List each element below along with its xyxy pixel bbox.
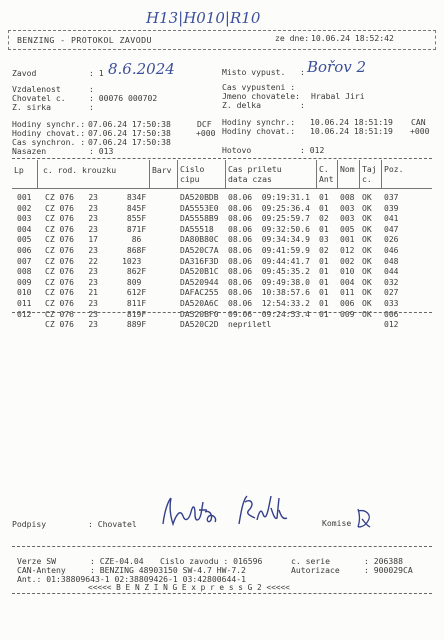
cell-poz: 039 [384,203,399,213]
cell-ring: CZ 076 17 86 [45,235,142,245]
header-taj-c: c. [362,174,372,184]
chovatel-signature [155,494,295,534]
cell-nom: 003 [340,214,355,224]
cell-nom: 008 [340,193,355,202]
chovatel-value: : 00076 000702 [89,93,158,103]
cell-poz: 047 [384,224,399,234]
chovat-flag: +000 [196,128,216,138]
cell-poz: 037 [384,193,399,202]
can-label: CAN-Anteny [17,565,66,575]
col-divider [149,160,150,188]
cell-lp: 001 [17,193,32,202]
cell-chip: DA55518 [180,224,214,234]
cell-lp: 002 [17,203,32,213]
cell-taj: OK [362,214,372,224]
cell-nom: 011 [340,288,355,298]
cell-taj: OK [362,235,372,245]
cell-lp: 012 [17,309,32,319]
cell-poz: 041 [384,214,399,224]
cislo-zavodu: Cislo zavodu : 016596 [160,556,263,566]
cell-ring: CZ 076 23 871F [45,224,147,234]
synchr-label: Hodiny synchr.: [12,119,86,129]
cell-ant: 01 [319,203,329,213]
cell-time: 08.06 09:41:59.9 [228,246,310,255]
table-row [0,257,444,268]
cell-ant: 01 [319,193,329,202]
cell-time: 08.06 12:54:33.2 [228,299,310,308]
cell-chip: DA520C7A [180,246,219,255]
header-nom: Nom [340,164,355,174]
vzdalenost-colon: : [89,84,94,94]
header-c: C. [319,164,329,174]
cell-ant: 01 [319,267,329,277]
col-divider [337,160,338,188]
cell-chip: DAFAC255 [180,288,219,298]
cell-ant: 02 [319,214,329,224]
table-row [0,246,444,257]
chovatel-label: Chovatel c. [12,93,66,103]
nasazen-label: Nasazen [12,146,47,156]
misto-label: Misto vypust. [222,67,286,77]
cell-poz: 033 [384,299,399,308]
cell-time: 08.06 09:49:38.0 [228,277,310,287]
cell-ant: 01 [319,224,329,234]
cell-chip: DA520BDB [180,193,219,202]
cell-lp: 011 [17,299,32,308]
nasazen-value: : 013 [89,146,114,156]
cell-nom: 005 [340,224,355,234]
date-value: 10.06.24 18:52:42 [311,33,394,43]
synchr-flag-2: CAN [411,117,426,127]
cell-ring: CZ 076 23 845F [45,203,147,213]
cell-taj: OK [362,309,372,319]
cell-lp: 009 [17,277,32,287]
header-poz: Poz. [384,164,404,174]
c-serie-value: : 206388 [364,556,403,566]
cell-taj: OK [362,224,372,234]
header-cislo: Cislo [180,164,205,174]
handwritten-code: H13|H010|R10 [146,9,261,27]
cell-taj: OK [362,246,372,255]
table-row [0,225,444,236]
cell-ring: CZ 076 23 811F [45,299,147,308]
table-row [0,204,444,215]
col-divider [225,160,226,188]
cell-nom: 006 [340,299,355,308]
delka-colon: : [300,100,305,110]
sirka-colon: : [89,102,94,112]
footer-bottom-rule [12,593,432,594]
vzdalenost-label: Vzdalenost [12,84,61,94]
cell-nom: 001 [340,235,355,245]
cell-chip: DA5553E0 [180,203,219,213]
cell-ant: 02 [319,246,329,255]
table-row [0,320,444,331]
cell-ant: 01 [319,309,329,319]
header-taj: Taj [362,164,377,174]
synchr-value: 07.06.24 17:50:38 [88,119,171,129]
cell-poz: 044 [384,267,399,277]
cell-time: 08.06 09:19:31.1 [228,193,310,202]
zavod-handwritten-date: 8.6.2024 [108,60,175,78]
cell-lp: 004 [17,224,32,234]
cell-taj: OK [362,288,372,298]
cell-ant: 03 [319,235,329,245]
cell-ant: 01 [319,288,329,298]
footer-top-rule [12,546,432,547]
chovat-label: Hodiny chovat.: [12,128,86,138]
cell-nom: 003 [340,203,355,213]
header-data-czas: data czas [228,174,272,184]
table-row [0,214,444,225]
cell-poz: 026 [384,235,399,245]
can-value: : BENZING 48903150 SW-4.7 HW-7.2 [90,565,246,575]
cell-ring: CZ 076 22 1023 [45,256,142,266]
cell-nom: 010 [340,267,355,277]
chovatel-signature-label: : Chovatel [88,519,137,529]
zavod-value: : 1 [89,68,104,78]
header-barv: Barv [152,165,172,175]
chovat-value-2: 10.06.24 18:51:19 [310,126,393,136]
cell-nom: 012 [340,246,355,255]
col-divider [359,160,360,188]
cell-ring: CZ 076 23 868F [45,246,147,255]
col-divider [381,160,382,188]
jmeno-value: Hrabal Jiri [311,91,365,101]
cas-synchron-value: 07.06.24 17:50:38 [88,137,171,147]
cas-synchron-label: Cas synchron. : [12,137,86,147]
cell-poz: 032 [384,277,399,287]
cell-lp: 005 [17,235,32,245]
cell-chip: DA520B1C [180,267,219,277]
cell-lp: 007 [17,256,32,266]
autorizace-value: : 900029CA [364,565,413,575]
cell-time: 08.06 09:45:35.2 [228,267,310,277]
cell-nom: 009 [340,309,355,319]
cell-taj: OK [362,277,372,287]
cell-ant: 01 [319,277,329,287]
cell-lp: 008 [17,267,32,277]
cas-vypusteni-label: Cas vypusteni : [222,82,296,92]
header-krouzek: c. rod. krouzku [43,165,117,175]
chovat-label-2: Hodiny chovat.: [222,126,296,136]
verze-value: : CZE-04.04 [90,556,144,566]
cell-time: 08.06 09:32:50.6 [228,224,310,234]
brand-line: <<<<< B E N Z I N G E x p r e s s G 2 <<<<< [88,583,290,592]
table-row [0,193,444,204]
header-lp: Lp [14,165,24,175]
table-bottom-rule [12,312,432,313]
cell-ring: CZ 076 21 612F [45,288,147,298]
table-row [0,288,444,299]
cell-poz: 048 [384,256,399,266]
cell-nom: 004 [340,277,355,287]
cell-chip: DA520BF0 [180,309,219,319]
cell-ant: 01 [319,256,329,266]
jmeno-label: Jmeno chovatele: [222,91,300,101]
cell-chip: DA520944 [180,277,219,287]
cell-lp: 010 [17,288,32,298]
cell-poz: 046 [384,246,399,255]
delka-label: Z. delka [222,100,261,110]
table-top-rule [12,158,432,159]
cell-time: 09.06 09:24:53.4 [228,309,310,319]
chovat-flag-2: +000 [410,126,430,136]
cell-ring: CZ 076 23 834F [45,193,147,202]
cell-chip: DA316F3D [180,256,219,266]
cell-ant: 01 [319,299,329,308]
cell-chip: DA520A6C [180,299,219,308]
cell-ring: CZ 076 23 889F [45,320,147,330]
table-row [0,278,444,289]
cell-time: 08.06 09:25:36.4 [228,203,310,213]
c-serie-label: c. serie [291,556,330,566]
cell-taj: OK [362,193,372,202]
synchr-flag: DCF [197,119,212,129]
cell-poz: 006 [384,309,399,319]
header-ant: Ant [319,174,334,184]
komise-label: Komise [322,518,352,528]
cell-ring: CZ 076 23 855F [45,214,147,224]
autorizace-label: Autorizace [291,565,340,575]
col-divider [177,160,178,188]
cell-poz: 027 [384,288,399,298]
cell-lp: 006 [17,246,32,255]
chovat-value: 07.06.24 17:50:38 [88,128,171,138]
cell-ring: CZ 076 23 819F [45,309,147,319]
cell-lp: 003 [17,214,32,224]
page-title: BENZING - PROTOKOL ZAVODU [17,35,152,45]
cell-taj: OK [362,203,372,213]
col-divider [37,160,38,188]
header-cipu: cipu [180,174,200,184]
cell-time: 08.06 09:25:59.7 [228,214,310,224]
verze-label: Verze SW [17,556,56,566]
sirka-label: Z. sirka [12,102,51,112]
cell-time: 08.06 10:38:57.6 [228,288,310,298]
cell-nom: 002 [340,256,355,266]
col-divider [316,160,317,188]
cell-taj: OK [362,256,372,266]
komise-signature [354,505,376,529]
cell-poz: 012 [384,320,399,330]
cell-taj: OK [362,267,372,277]
cell-chip: DA5558B9 [180,214,219,224]
synchr-label-2: Hodiny synchr.: [222,117,296,127]
hotovo-label: Hotovo [222,145,252,155]
header-prilet: Cas priletu [228,164,282,174]
misto-colon: : [300,67,305,77]
cell-ring: CZ 076 23 809 [45,277,142,287]
table-header-rule [12,188,432,189]
cell-ring: CZ 076 23 862F [45,267,147,277]
table-row [0,267,444,278]
misto-handwritten: Bořov 2 [307,58,367,76]
cell-time: nepriletl [228,320,272,330]
hotovo-value: : 012 [300,145,325,155]
table-row [0,235,444,246]
cell-chip: DA520C2D [180,320,219,330]
cell-chip: DA80B80C [180,235,219,245]
cell-time: 08.06 09:44:41.7 [228,256,310,266]
antenna-line: Ant.: 01:38809643-1 02:38809426-1 03:42800644-1 [17,574,247,584]
date-label: ze dne: [275,33,310,43]
zavod-label: Zavod [12,68,37,78]
cell-taj: OK [362,299,372,308]
cell-time: 08.06 09:34:34.9 [228,235,310,245]
table-row [0,299,444,310]
podpisy-label: Podpisy [12,519,47,529]
synchr-value-2: 10.06.24 18:51:19 [310,117,393,127]
